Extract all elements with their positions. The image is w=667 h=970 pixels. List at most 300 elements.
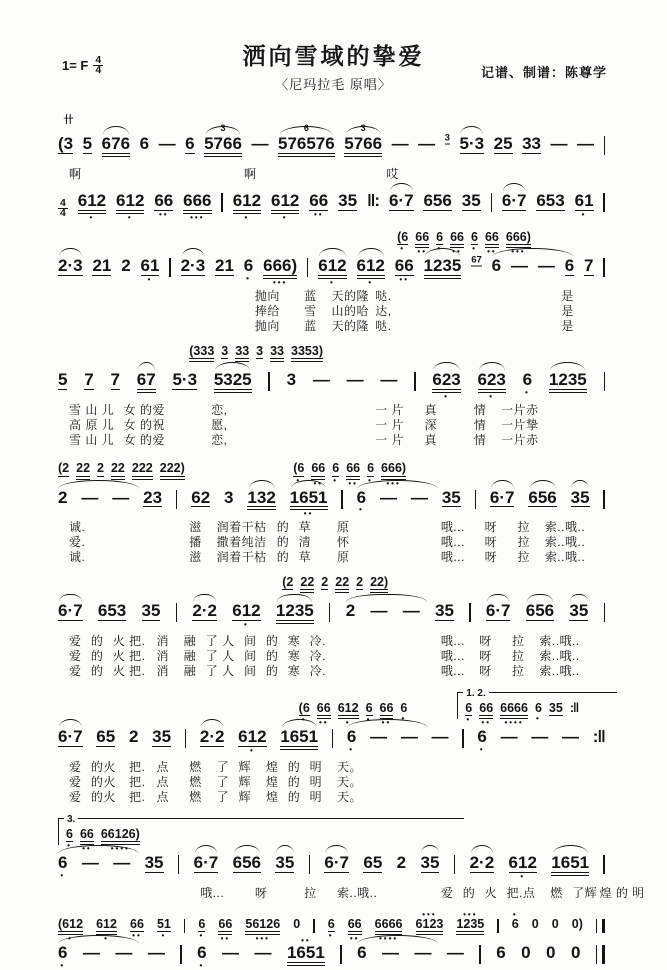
octave-dot-below: ••	[318, 718, 329, 728]
note-token	[569, 602, 588, 621]
note-text: 56126	[245, 918, 280, 935]
tuplet-number: 3	[220, 122, 226, 133]
lyric-syllable: 的火	[90, 790, 116, 805]
note-token	[154, 190, 174, 219]
barline	[341, 490, 342, 509]
lyric-syllable: 天。	[336, 790, 362, 805]
lyric-syllable: 是	[561, 318, 574, 333]
note-token	[82, 854, 99, 872]
note-token	[156, 916, 171, 940]
note-token	[536, 192, 564, 211]
note-text: 6·7	[58, 601, 83, 621]
lyric-syllable: 情	[473, 417, 487, 432]
octave-dot-below: •	[368, 277, 374, 287]
note-text: 35	[275, 853, 295, 873]
lyric-syllable: 原	[336, 520, 350, 535]
note-token	[58, 602, 83, 621]
lyric-syllable: 真	[424, 432, 437, 447]
note-text: 6	[356, 487, 367, 507]
meter-bottom: 4	[95, 64, 102, 76]
note-token	[83, 944, 100, 962]
note-token	[370, 602, 387, 620]
lyric-syllable: 拉	[304, 885, 317, 900]
note-text: 653	[536, 190, 565, 210]
lyric-syllable: 火	[112, 649, 126, 664]
note-text: 6	[197, 942, 207, 962]
note-token	[332, 461, 340, 485]
octave-dot-below: •••	[511, 246, 526, 256]
melody-line	[58, 190, 605, 222]
note-text: 6	[400, 701, 408, 716]
note-token	[287, 371, 296, 389]
notation-area	[58, 112, 645, 970]
lyric-syllable: 的爱	[140, 432, 166, 447]
octave-dot-below: ••••	[110, 844, 130, 854]
note-text: —	[418, 134, 436, 153]
lyric-syllable: 女	[123, 432, 137, 447]
lyric-syllable: 播	[189, 535, 202, 550]
slur-arc	[276, 845, 293, 854]
note-text: 656	[528, 487, 557, 507]
barline	[313, 919, 314, 933]
note-text: 6	[365, 701, 373, 716]
note-token	[189, 345, 214, 362]
note-token	[511, 909, 519, 931]
slur-arc	[193, 594, 216, 603]
note-text: 25	[493, 134, 513, 153]
note-token	[111, 462, 125, 479]
octave-dot-below: ••	[313, 478, 324, 488]
lyric-syllable: 哦...	[440, 550, 465, 565]
barline	[462, 729, 463, 748]
note-token	[152, 728, 171, 747]
note-token	[58, 462, 69, 476]
note-text: —	[115, 942, 133, 962]
lyric-syllable: 了辉	[572, 885, 598, 900]
lyric-syllable: 呀	[479, 664, 492, 679]
note-text: (333	[189, 345, 214, 362]
note-token	[83, 135, 92, 154]
octave-dot-below: •	[581, 209, 587, 219]
note-token	[66, 826, 73, 851]
lyric-row	[58, 302, 605, 317]
note-text: —	[222, 942, 240, 962]
octave-dot-below: •	[479, 745, 485, 755]
note-token	[381, 461, 407, 488]
octave-dot-below: •	[199, 930, 205, 940]
lyric-syllable: 煌	[265, 760, 279, 775]
note-token	[160, 462, 185, 479]
note-text: 2	[356, 575, 364, 590]
lyric-syllable: 一 片	[375, 417, 405, 432]
note-text: 35	[461, 190, 481, 210]
note-text: 2	[58, 487, 68, 507]
lyric-syllable: 呀	[479, 649, 492, 664]
barline	[176, 603, 177, 622]
lyric-syllable: 把.点	[506, 885, 536, 900]
lyric-syllable: 啊	[243, 166, 257, 181]
note-token	[401, 728, 418, 746]
octave-dot-below: ••	[132, 930, 142, 940]
octave-dot-above: •	[512, 909, 518, 919]
octave-dot-below: •	[489, 391, 495, 401]
note-text: 66	[130, 916, 144, 931]
note-text: —	[382, 942, 399, 962]
note-token	[129, 728, 138, 746]
note-text: 0	[551, 916, 559, 931]
lyric-syllable: 的爱	[140, 402, 166, 417]
note-text: 35	[144, 853, 164, 873]
melody-line	[58, 487, 605, 519]
note-token	[280, 728, 318, 750]
note-token	[445, 127, 450, 145]
lyric-syllable: 消	[156, 634, 169, 649]
lyric-row	[58, 533, 605, 548]
slur-arc	[103, 126, 129, 135]
system	[58, 190, 605, 222]
lyric-syllable: 融	[183, 649, 197, 664]
melody-line	[58, 122, 605, 157]
slur-arc	[59, 719, 82, 728]
lyric-syllable: 冷.	[309, 664, 326, 679]
note-token	[496, 944, 505, 962]
lyric-syllable: 爱	[68, 664, 82, 679]
lyric-syllable: 爱	[68, 790, 82, 805]
fill-notes	[58, 909, 605, 943]
note-text: 6666	[500, 702, 528, 719]
barline	[178, 855, 179, 874]
note-token	[511, 257, 528, 275]
note-token	[486, 602, 511, 621]
lyric-syllable: 间	[243, 664, 257, 679]
lyric-syllable: 原	[336, 550, 350, 565]
lyric-syllable: 爱	[68, 634, 82, 649]
note-text: 6	[243, 255, 254, 275]
lyric-syllable: 拉	[512, 664, 525, 679]
octave-dot-below: •	[60, 870, 66, 880]
lyric-syllable: 的	[265, 649, 279, 664]
note-text: 66	[415, 231, 429, 248]
lyric-syllable: 间	[243, 649, 257, 664]
octave-dot-below: ••	[313, 209, 324, 219]
tuplet-number: 6	[303, 122, 309, 133]
note-text: 0)	[571, 916, 583, 931]
fill-notes-row	[58, 571, 605, 593]
octave-dot-below: •	[296, 475, 302, 485]
note-text: —	[510, 255, 528, 275]
melody-line	[58, 254, 605, 287]
note-text: 65	[363, 853, 383, 873]
slur-arc	[59, 248, 82, 257]
lyric-syllable: 哦...	[440, 649, 465, 664]
barline	[340, 945, 341, 964]
note-token	[194, 854, 219, 873]
note-text: 1235	[424, 257, 462, 279]
note-text: 35	[570, 487, 590, 507]
slur-arc	[249, 480, 275, 489]
note-token	[456, 909, 485, 935]
note-token	[282, 576, 293, 590]
volta-label: 1. 2.	[463, 689, 488, 699]
note-text: —	[446, 942, 464, 962]
lyric-syllable: 的	[287, 775, 301, 790]
volta-label: 3.	[64, 815, 78, 825]
lyric-syllable: 寒	[287, 664, 301, 679]
note-token	[221, 345, 228, 359]
octave-dot-below: •	[68, 933, 73, 943]
note-token	[251, 135, 268, 153]
slur-arc	[491, 480, 514, 489]
lyric-syllable: 恋,	[211, 402, 228, 417]
note-token	[140, 255, 160, 284]
note-token	[374, 916, 403, 943]
note-token	[397, 229, 409, 253]
fill-notes	[397, 229, 531, 256]
note-text: 2	[121, 255, 131, 275]
lyric-syllable: 儿	[101, 432, 115, 447]
octave-dot-below: ••	[481, 718, 491, 728]
lyric-syllable: 雪	[68, 432, 82, 447]
barline	[603, 490, 604, 509]
note-token	[270, 345, 284, 362]
note-token	[471, 243, 482, 266]
note-token	[245, 916, 281, 943]
note-text: 222)	[160, 462, 185, 479]
barline	[176, 490, 177, 509]
octave-dot-below: •	[246, 273, 251, 283]
note-text: 6	[58, 942, 68, 962]
octave-dot-below: •	[282, 212, 288, 222]
lyric-syllable: 间	[243, 634, 257, 649]
lyric-syllable: 捧给	[254, 303, 280, 318]
note-token	[380, 371, 397, 389]
note-text: 66	[317, 702, 331, 719]
note-token	[477, 369, 506, 401]
volta-bracket	[58, 813, 464, 854]
note-token	[347, 371, 364, 389]
note-text: 21	[92, 255, 112, 275]
lyric-syllable: 把.	[129, 664, 146, 679]
note-token	[113, 854, 130, 872]
meter-top: 4	[95, 54, 102, 66]
lyric-syllable: 雪	[68, 402, 82, 417]
lyric-syllable: 人	[222, 634, 235, 649]
note-text: 6·7	[324, 853, 349, 873]
note-text: 35	[435, 601, 454, 621]
lyric-syllable: 的火	[90, 775, 116, 790]
note-text: 2·2	[199, 727, 225, 747]
lyric-syllable: 索..哦..	[539, 634, 580, 649]
note-token	[538, 257, 555, 275]
slur-arc	[527, 594, 553, 603]
fill-notes	[189, 345, 323, 362]
transcriber-credit: 记谱、制谱：陈尊学	[480, 65, 607, 80]
note-token	[424, 257, 462, 279]
note-token	[289, 487, 328, 519]
note-text: (3	[58, 134, 74, 153]
fill-notes-row	[58, 340, 605, 362]
note-text: 5325	[214, 371, 252, 393]
note-text: —	[251, 134, 269, 153]
note-text: 3	[286, 369, 297, 389]
note-text: —	[500, 727, 518, 747]
octave-dot-below: ••	[220, 933, 231, 943]
note-token	[415, 909, 444, 935]
lyric-syllable: 拉	[517, 550, 530, 565]
note-text: 66	[309, 190, 329, 210]
note-token	[58, 135, 73, 154]
slur-arc	[195, 845, 218, 854]
note-text: 6	[185, 134, 195, 153]
note-token	[347, 916, 362, 943]
octave-dot-below: •	[249, 746, 255, 756]
lyric-syllable: 火	[484, 885, 498, 900]
note-token	[356, 255, 385, 287]
lyric-syllable: 燃	[189, 760, 202, 775]
note-token	[318, 255, 347, 287]
note-token	[218, 916, 233, 943]
fill-notes-row	[58, 909, 605, 943]
note-text: 6666	[375, 918, 403, 935]
note-text: 5·3	[172, 369, 198, 389]
note-token	[411, 489, 428, 507]
note-token	[551, 135, 568, 153]
barline	[184, 919, 185, 933]
lyric-row	[58, 165, 605, 180]
note-token	[522, 135, 541, 154]
note-token	[335, 576, 349, 593]
note-token	[84, 371, 93, 390]
note-text: :‖	[592, 727, 605, 747]
note-text: —	[370, 727, 388, 747]
note-token	[215, 257, 234, 276]
note-text: 33	[522, 134, 541, 153]
note-token	[132, 462, 153, 479]
note-text: 623	[478, 371, 506, 393]
note-token	[77, 190, 107, 222]
octave-dot-below: •••	[255, 933, 270, 943]
note-text: —	[81, 487, 99, 507]
note-token	[293, 461, 305, 485]
note-token	[148, 944, 165, 962]
lyric-syllable: 山	[85, 402, 98, 417]
note-token	[551, 854, 589, 876]
barline	[180, 945, 181, 964]
lyric-syllable: 人	[222, 649, 235, 664]
lyric-syllable: 撒着纯洁	[216, 535, 267, 550]
note-token	[380, 489, 397, 507]
note-token	[238, 727, 267, 756]
octave-dot-below: •	[349, 745, 355, 755]
note-text: 2·3	[58, 255, 83, 275]
lyric-syllable: 索..哦..	[539, 649, 580, 664]
note-text: 35	[548, 701, 563, 716]
slur-arc	[503, 183, 526, 192]
lyric-syllable: 天的隆	[331, 288, 370, 303]
note-token	[222, 944, 239, 962]
note-text: 3353)	[291, 345, 323, 362]
octave-dot-below: •	[520, 871, 526, 881]
note-token	[204, 122, 242, 157]
lyric-syllable: 滋	[189, 550, 202, 565]
lyric-row	[58, 632, 605, 647]
note-text: 2	[321, 575, 329, 590]
note-text: 0	[293, 916, 301, 931]
lyric-row	[58, 788, 605, 803]
note-text: 35	[420, 853, 440, 873]
note-text: (6	[298, 701, 310, 716]
note-token	[521, 944, 530, 962]
lyric-syllable: 哦...	[440, 520, 465, 535]
note-token	[300, 576, 314, 593]
note-token	[447, 944, 464, 962]
note-token	[58, 942, 68, 970]
lyric-syllable: 寒	[287, 649, 301, 664]
barline	[329, 603, 330, 622]
note-token	[293, 918, 300, 931]
slur-arc	[460, 126, 483, 135]
note-token	[112, 489, 129, 507]
note-text: 1235	[456, 918, 484, 935]
note-text: —	[147, 942, 165, 962]
lyric-syllable: 一 片	[375, 402, 405, 417]
note-text: 3	[256, 343, 264, 358]
note-token	[423, 192, 451, 211]
lyric-syllable: 燃	[550, 885, 563, 900]
note-token	[394, 255, 414, 284]
lyric-syllable: 拉	[517, 535, 530, 550]
note-text: 5766	[204, 135, 242, 157]
note-text: 6	[511, 916, 519, 931]
note-token	[442, 489, 461, 508]
note-text: 6	[477, 727, 487, 747]
note-text: 66	[479, 702, 493, 719]
lyric-syllable: 蓝	[304, 288, 317, 303]
note-token	[121, 257, 130, 275]
barline	[307, 258, 308, 277]
note-token	[403, 602, 420, 620]
note-text: 1651	[280, 728, 318, 750]
note-token	[58, 489, 67, 507]
lyric-syllable: 哦...	[440, 634, 465, 649]
lyric-row	[58, 647, 605, 662]
note-token	[534, 701, 542, 724]
octave-dot-below: ••	[82, 844, 92, 854]
barline	[604, 603, 605, 622]
note-token	[356, 576, 363, 590]
fill-notes	[293, 461, 407, 488]
slur-arc	[550, 362, 585, 371]
note-text: —	[537, 255, 555, 275]
lyric-syllable: 一片挚	[501, 417, 539, 432]
lyric-syllable: 蓝	[304, 318, 317, 333]
note-text: 35	[441, 487, 461, 507]
lyric-syllable: 诚.	[68, 550, 86, 565]
lyric-syllable: 消	[156, 664, 169, 679]
lyric-syllable: 呀	[479, 634, 492, 649]
note-text: 612	[508, 853, 537, 873]
note-text: 22	[300, 576, 314, 593]
note-token	[571, 944, 580, 962]
slur-arc	[325, 845, 348, 854]
lyric-syllable: 了	[205, 649, 219, 664]
note-token	[501, 728, 518, 746]
note-text: 612	[116, 192, 144, 214]
octave-dot-below: •	[127, 212, 133, 222]
octave-dot-below: •	[437, 243, 443, 253]
lyric-syllable: 天。	[336, 760, 362, 775]
note-text: 576576	[278, 135, 335, 157]
